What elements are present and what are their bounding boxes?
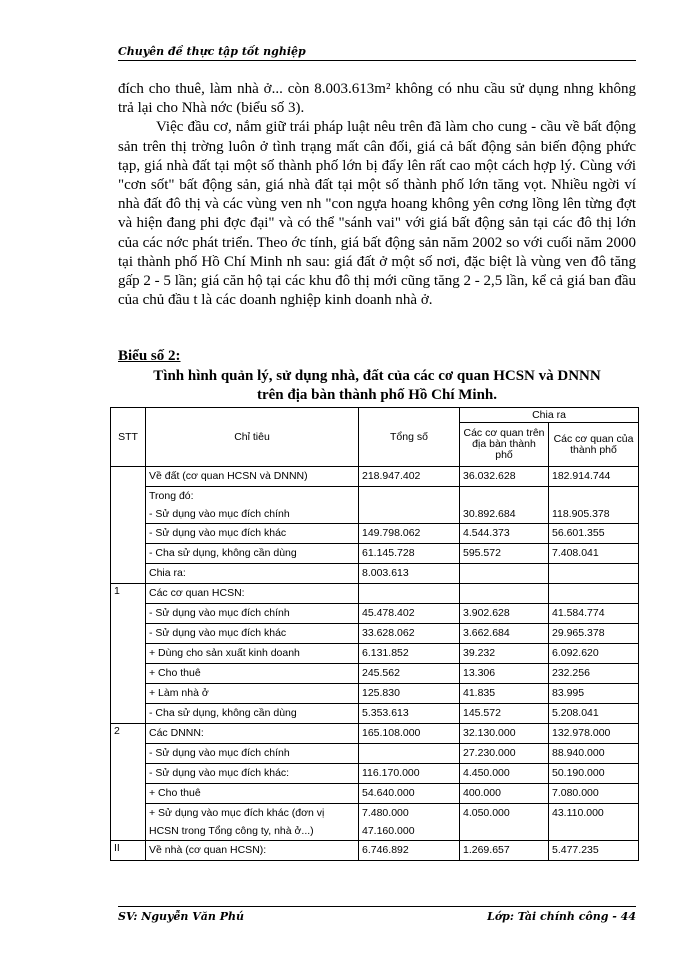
table-row <box>111 724 639 744</box>
cell-chi-tieu <box>146 487 359 524</box>
cell-chi-tieu-line: - Sử dụng vào mục đích chính <box>149 508 290 520</box>
cell-stt <box>111 704 146 724</box>
cell-tren-dia-ban-line: 32.130.000 <box>463 727 516 739</box>
cell-cua-thanh-pho <box>549 804 639 841</box>
cell-chi-tieu <box>146 604 359 624</box>
cell-cua-thanh-pho-line <box>552 487 635 505</box>
cell-cua-thanh-pho <box>549 724 639 744</box>
cell-tong-so <box>359 684 460 704</box>
cell-chi-tieu-line: - Sử dụng vào mục đích chính <box>149 747 290 759</box>
cell-tren-dia-ban-line: 145.572 <box>463 707 501 719</box>
cell-cua-thanh-pho-line: 50.190.000 <box>552 767 605 779</box>
table-row <box>111 744 639 764</box>
cell-cua-thanh-pho-line <box>552 564 635 582</box>
cell-chi-tieu-line: Chia ra: <box>149 567 186 579</box>
cell-chi-tieu <box>146 764 359 784</box>
cell-tong-so-line: 47.160.000 <box>362 825 415 837</box>
cell-chi-tieu <box>146 524 359 544</box>
cell-chi-tieu-line: + Sử dụng vào mục đích khác (đơn vị <box>149 807 325 819</box>
table-row <box>111 544 639 564</box>
cell-stt <box>111 624 146 644</box>
cell-tong-so-line: 6.746.892 <box>362 844 409 856</box>
cell-tren-dia-ban <box>460 784 549 804</box>
cell-cua-thanh-pho <box>549 664 639 684</box>
header-stt: STT <box>111 408 146 467</box>
cell-tren-dia-ban <box>460 664 549 684</box>
cell-cua-thanh-pho <box>549 604 639 624</box>
cell-tren-dia-ban-line: 3.662.684 <box>463 627 510 639</box>
table-body <box>111 467 639 861</box>
cell-tren-dia-ban-line: 4.544.373 <box>463 527 510 539</box>
cell-stt: II <box>111 841 146 861</box>
cell-tong-so <box>359 784 460 804</box>
table-row <box>111 624 639 644</box>
cell-cua-thanh-pho-line <box>552 584 635 602</box>
cell-tong-so <box>359 804 460 841</box>
cell-tong-so-line: 245.562 <box>362 667 400 679</box>
table-title-line-2: trên địa bàn thành phố Hồ Chí Minh. <box>256 387 498 403</box>
cell-tren-dia-ban-line <box>463 822 545 840</box>
cell-tren-dia-ban-line: 36.032.628 <box>463 470 516 482</box>
cell-chi-tieu <box>146 544 359 564</box>
cell-tong-so-line: 6.131.852 <box>362 647 409 659</box>
cell-tong-so <box>359 744 460 764</box>
cell-cua-thanh-pho-line: 5.477.235 <box>552 844 599 856</box>
cell-cua-thanh-pho-line: 43.110.000 <box>552 807 604 819</box>
table-row <box>111 684 639 704</box>
header-chi-tieu: Chỉ tiêu <box>146 408 359 467</box>
table-row <box>111 564 639 584</box>
cell-stt: 1 <box>111 584 146 604</box>
table-row <box>111 604 639 624</box>
table-row <box>111 784 639 804</box>
cell-chi-tieu-line: HCSN trong Tổng công ty, nhà ở...) <box>149 825 314 837</box>
cell-tong-so-line: 218.947.402 <box>362 470 421 482</box>
cell-tong-so-line: 45.478.402 <box>362 607 415 619</box>
header-co-quan-cua-thanh-pho: Các cơ quan của thành phố <box>549 423 639 467</box>
cell-tren-dia-ban-line: 4.050.000 <box>463 807 510 819</box>
cell-tong-so-line: 61.145.728 <box>362 547 415 559</box>
table-row <box>111 704 639 724</box>
header-tong-so: Tổng số <box>359 408 460 467</box>
cell-cua-thanh-pho-line: 83.995 <box>552 687 585 699</box>
table-row <box>111 764 639 784</box>
cell-cua-thanh-pho <box>549 624 639 644</box>
cell-cua-thanh-pho-line: 7.080.000 <box>552 787 599 799</box>
paragraph-1: đích cho thuê, làm nhà ở... còn 8.003.613m² không có nhu cầu sử dụng nhng không trả lại cho Nhà nớc (biểu số 3). <box>118 81 636 117</box>
cell-tren-dia-ban <box>460 744 549 764</box>
cell-chi-tieu <box>146 724 359 744</box>
cell-tong-so-line: 7.480.000 <box>362 807 409 819</box>
cell-tong-so-line: 125.830 <box>362 687 400 699</box>
cell-cua-thanh-pho <box>549 584 639 604</box>
cell-tong-so <box>359 524 460 544</box>
cell-stt <box>111 784 146 804</box>
cell-cua-thanh-pho <box>549 841 639 861</box>
cell-tong-so <box>359 644 460 664</box>
cell-cua-thanh-pho <box>549 764 639 784</box>
cell-tong-so <box>359 724 460 744</box>
cell-chi-tieu-line: Về nhà (cơ quan HCSN): <box>149 844 267 856</box>
header-title: Chuyên đề thực tập tốt nghiệp <box>118 45 306 58</box>
cell-tren-dia-ban-line: 39.232 <box>463 647 496 659</box>
cell-tren-dia-ban <box>460 524 549 544</box>
cell-tong-so-line <box>362 487 456 505</box>
cell-cua-thanh-pho <box>549 544 639 564</box>
cell-tong-so-line: 33.628.062 <box>362 627 415 639</box>
cell-tong-so <box>359 564 460 584</box>
cell-tong-so-line <box>362 744 456 762</box>
cell-chi-tieu <box>146 804 359 841</box>
table-row <box>111 584 639 604</box>
cell-tren-dia-ban <box>460 704 549 724</box>
table-title-line-1: Tình hình quản lý, sử dụng nhà, đất của các cơ quan HCSN và DNNN <box>153 368 601 384</box>
cell-tren-dia-ban-line: 595.572 <box>463 547 501 559</box>
cell-cua-thanh-pho <box>549 704 639 724</box>
cell-cua-thanh-pho-line: 182.914.744 <box>552 470 611 482</box>
cell-cua-thanh-pho-line: 29.965.378 <box>552 627 605 639</box>
table-row <box>111 841 639 861</box>
header-co-quan-tren-dia-ban: Các cơ quan trên địa bàn thành phố <box>460 423 549 467</box>
table-row <box>111 804 639 841</box>
cell-tong-so-line <box>362 505 456 523</box>
cell-tren-dia-ban <box>460 624 549 644</box>
cell-tren-dia-ban <box>460 564 549 584</box>
cell-chi-tieu <box>146 624 359 644</box>
cell-tren-dia-ban-line: 27.230.000 <box>463 747 516 759</box>
cell-tren-dia-ban-line: 13.306 <box>463 667 496 679</box>
cell-tong-so <box>359 841 460 861</box>
cell-chi-tieu <box>146 664 359 684</box>
cell-chi-tieu <box>146 744 359 764</box>
cell-chi-tieu-line: Các DNNN: <box>149 727 204 739</box>
cell-tong-so <box>359 467 460 487</box>
table-title <box>118 367 636 405</box>
data-table <box>110 407 639 861</box>
cell-tong-so <box>359 624 460 644</box>
cell-tong-so-line: 165.108.000 <box>362 727 421 739</box>
cell-cua-thanh-pho <box>549 644 639 664</box>
cell-tren-dia-ban <box>460 584 549 604</box>
page-header <box>118 42 636 61</box>
cell-tong-so-line: 116.170.000 <box>362 767 420 779</box>
cell-chi-tieu-line: Về đất (cơ quan HCSN và DNNN) <box>149 470 308 482</box>
cell-tong-so-line: 5.353.613 <box>362 707 409 719</box>
cell-cua-thanh-pho-line: 132.978.000 <box>552 727 611 739</box>
cell-chi-tieu-line: + Dùng cho sản xuất kinh doanh <box>149 647 300 659</box>
cell-tong-so <box>359 764 460 784</box>
cell-tong-so <box>359 604 460 624</box>
table-row <box>111 644 639 664</box>
cell-cua-thanh-pho-line: 6.092.620 <box>552 647 599 659</box>
cell-cua-thanh-pho <box>549 744 639 764</box>
cell-chi-tieu <box>146 584 359 604</box>
cell-chi-tieu-line: Các cơ quan HCSN: <box>149 587 245 599</box>
cell-chi-tieu <box>146 704 359 724</box>
cell-tren-dia-ban-line <box>463 564 545 582</box>
cell-tren-dia-ban-line: 41.835 <box>463 687 496 699</box>
table-number-label: Biểu số 2: <box>118 348 181 364</box>
cell-chi-tieu-line: - Sử dụng vào mục đích khác <box>149 527 287 539</box>
cell-cua-thanh-pho-line: 5.208.041 <box>552 707 599 719</box>
cell-chi-tieu-line: + Làm nhà ở <box>149 687 209 699</box>
cell-cua-thanh-pho-line: 41.584.774 <box>552 607 605 619</box>
cell-tren-dia-ban <box>460 544 549 564</box>
cell-tong-so <box>359 704 460 724</box>
cell-stt <box>111 564 146 584</box>
cell-stt <box>111 524 146 544</box>
footer-class-page: Lớp: Tài chính công - 44 <box>487 910 636 923</box>
cell-cua-thanh-pho-line: 232.256 <box>552 667 590 679</box>
cell-tren-dia-ban-line: 3.902.628 <box>463 607 510 619</box>
cell-cua-thanh-pho <box>549 524 639 544</box>
cell-chi-tieu <box>146 784 359 804</box>
cell-tren-dia-ban-line: 1.269.657 <box>463 844 510 856</box>
cell-chi-tieu-line: - Cha sử dụng, không cần dùng <box>149 547 297 559</box>
cell-chi-tieu-line: - Cha sử dụng, không cần dùng <box>149 707 297 719</box>
table-row <box>111 664 639 684</box>
cell-tren-dia-ban <box>460 684 549 704</box>
cell-tren-dia-ban <box>460 724 549 744</box>
cell-stt <box>111 684 146 704</box>
cell-stt <box>111 604 146 624</box>
cell-cua-thanh-pho <box>549 784 639 804</box>
cell-chi-tieu <box>146 467 359 487</box>
table-row <box>111 467 639 487</box>
cell-stt: 2 <box>111 724 146 744</box>
cell-stt <box>111 804 146 841</box>
cell-tong-so-line: 54.640.000 <box>362 787 415 799</box>
cell-tong-so-line <box>362 584 456 602</box>
cell-cua-thanh-pho <box>549 564 639 584</box>
cell-cua-thanh-pho-line: 56.601.355 <box>552 527 605 539</box>
cell-chi-tieu <box>146 684 359 704</box>
cell-cua-thanh-pho-line <box>552 822 635 840</box>
cell-tren-dia-ban <box>460 804 549 841</box>
cell-tong-so <box>359 544 460 564</box>
cell-stt <box>111 744 146 764</box>
cell-chi-tieu <box>146 841 359 861</box>
cell-tong-so <box>359 584 460 604</box>
cell-stt <box>111 487 146 524</box>
cell-tren-dia-ban <box>460 764 549 784</box>
cell-tong-so <box>359 664 460 684</box>
cell-cua-thanh-pho <box>549 467 639 487</box>
cell-chi-tieu-line: - Sử dụng vào mục đích khác: <box>149 767 290 779</box>
cell-tong-so <box>359 487 460 524</box>
cell-stt <box>111 664 146 684</box>
table-row <box>111 487 639 524</box>
cell-tong-so-line: 8.003.613 <box>362 567 409 579</box>
cell-chi-tieu-line: + Cho thuê <box>149 667 201 679</box>
header-chia-ra: Chia ra <box>460 408 639 423</box>
body-text <box>118 80 636 310</box>
cell-tren-dia-ban <box>460 467 549 487</box>
cell-tren-dia-ban <box>460 604 549 624</box>
cell-stt <box>111 764 146 784</box>
cell-tren-dia-ban <box>460 841 549 861</box>
cell-tren-dia-ban-line <box>463 584 545 602</box>
cell-cua-thanh-pho <box>549 684 639 704</box>
page-footer <box>118 906 636 927</box>
cell-tren-dia-ban-line: 4.450.000 <box>463 767 510 779</box>
cell-chi-tieu-line: - Sử dụng vào mục đích khác <box>149 627 287 639</box>
cell-tren-dia-ban-line: 30.892.684 <box>463 508 516 520</box>
cell-chi-tieu <box>146 564 359 584</box>
cell-tren-dia-ban-line <box>463 487 545 505</box>
cell-chi-tieu-line: - Sử dụng vào mục đích chính <box>149 607 290 619</box>
footer-student: SV: Nguyễn Văn Phú <box>118 910 244 923</box>
cell-chi-tieu-line: + Cho thuê <box>149 787 201 799</box>
cell-stt <box>111 544 146 564</box>
cell-tren-dia-ban <box>460 644 549 664</box>
paragraph-2: Việc đầu cơ, nắm giữ trái pháp luật nêu trên đã làm cho cung - cầu về bất động sản trên thị trờng luôn ở tình trạng mất cân đối, giá cả bất động sản biến động phức tạp, giá nhà đất tại một số thành phố lớn bị đẩy lên rất cao một cách hợp lý. Cùng với "cơn sốt" bất động sản, giá nhà đất tại một số thành phố lớn tăng vọt. Nhiều ngời ví nhà đất đô thị và các vùng ven nh "con ngựa hoang không yên cơng lồng lên từng đợt và hiện đang phi đợc đại" và có thể "sánh vai" với giá bất động sản tại các đô thị lớn của các nớc phát triển. Theo ớc tính, giá bất động sản năm 2002 so với cuối năm 2000 tại thành phố Hồ Chí Minh nh sau: giá đất ở một số nơi, đặc biệt là vùng ven đô tăng gấp 2 - 5 lần; giá căn hộ tại các khu đô thị mới cũng tăng 2 - 2,5 lần, kể cả giá ban đầu của chủ đầu t là các doanh nghiệp kinh doanh nhà ở. <box>118 119 636 309</box>
cell-cua-thanh-pho-line: 88.940.000 <box>552 747 605 759</box>
cell-cua-thanh-pho-line: 7.408.041 <box>552 547 599 559</box>
table-row <box>111 524 639 544</box>
cell-cua-thanh-pho <box>549 487 639 524</box>
cell-tren-dia-ban <box>460 487 549 524</box>
cell-chi-tieu <box>146 644 359 664</box>
cell-tren-dia-ban-line: 400.000 <box>463 787 501 799</box>
cell-tong-so-line: 149.798.062 <box>362 527 421 539</box>
cell-stt <box>111 644 146 664</box>
cell-stt <box>111 467 146 487</box>
cell-cua-thanh-pho-line: 118.905.378 <box>552 508 610 520</box>
cell-chi-tieu-line: Trong đó: <box>149 490 194 502</box>
